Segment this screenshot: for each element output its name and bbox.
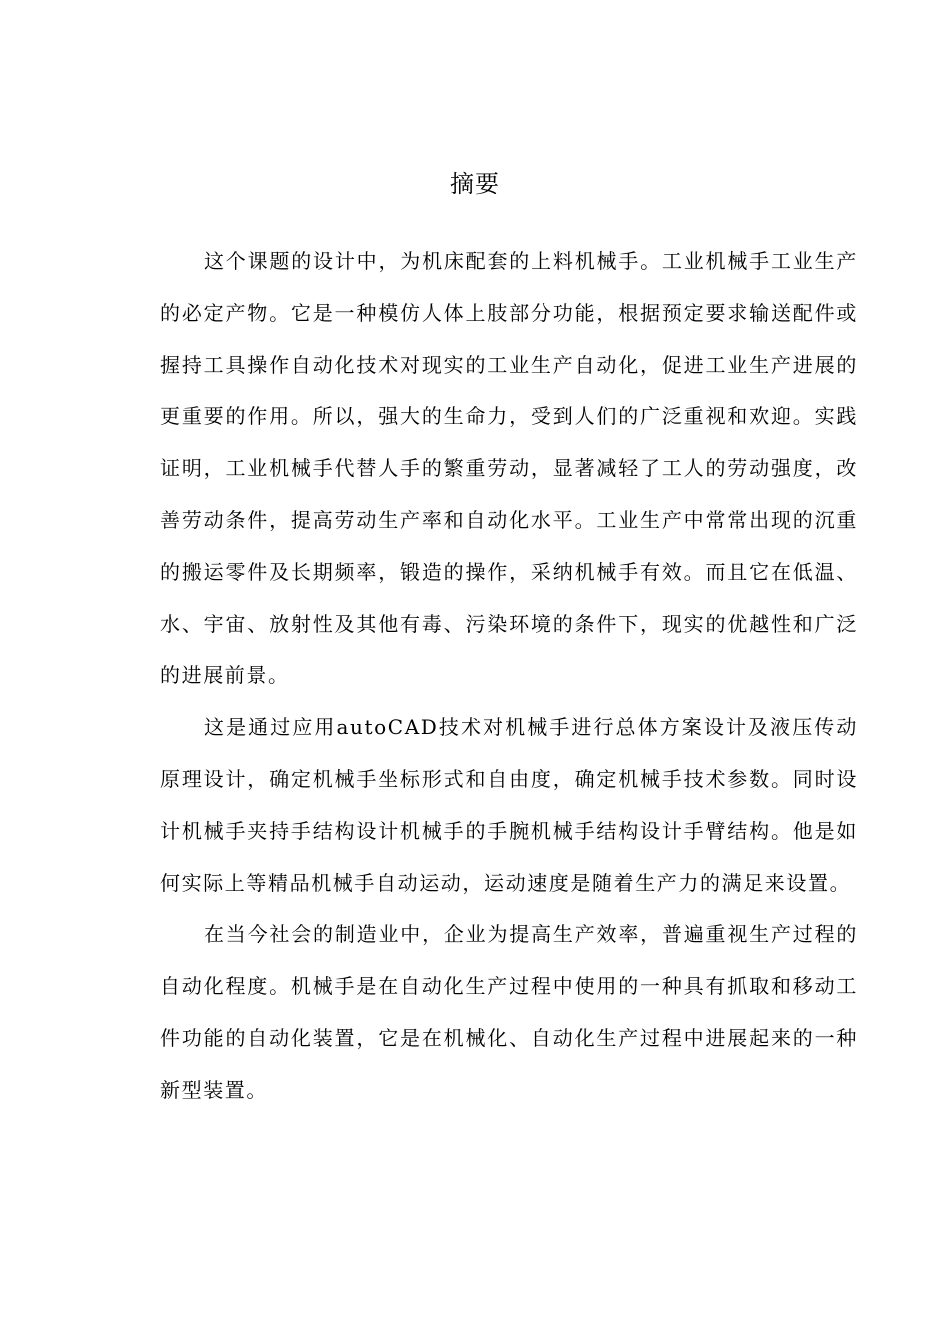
abstract-body bbox=[160, 236, 858, 1117]
abstract-paragraph-1: 这个课题的设计中，为机床配套的上料机械手。工业机械手工业生产的必定产物。它是一种模仿人体上肢部分功能，根据预定要求输送配件或握持工具操作自动化技术对现实的工业生产自动化，促进工业生产进展的更重要的作用。所以，强大的生命力，受到人们的广泛重视和欢迎。实践证明，工业机械手代替人手的繁重劳动，显著减轻了工人的劳动强度，改善劳动条件，提高劳动生产率和自动化水平。工业生产中常常出现的沉重的搬运零件及长期频率，锻造的操作，采纳机械手有效。而且它在低温、水、宇宙、放射性及其他有毒、污染环境的条件下，现实的优越性和广泛的进展前景。 bbox=[160, 249, 858, 688]
abstract-title: 摘要 bbox=[450, 170, 500, 198]
abstract-paragraph-3: 在当今社会的制造业中，企业为提高生产效率，普遍重视生产过程的自动化程度。机械手是在自动化生产过程中使用的一种具有抓取和移动工件功能的自动化装置，它是在机械化、自动化生产过程中进展起来的一种新型装置。 bbox=[160, 922, 858, 1102]
abstract-paragraph-2: 这是通过应用autoCAD技术对机械手进行总体方案设计及液压传动原理设计，确定机械手坐标形式和自由度，确定机械手技术参数。同时设计机械手夹持手结构设计机械手的手腕机械手结构设计手臂结构。他是如何实际上等精品机械手自动运动，运动速度是随着生产力的满足来设置。 bbox=[160, 715, 858, 895]
